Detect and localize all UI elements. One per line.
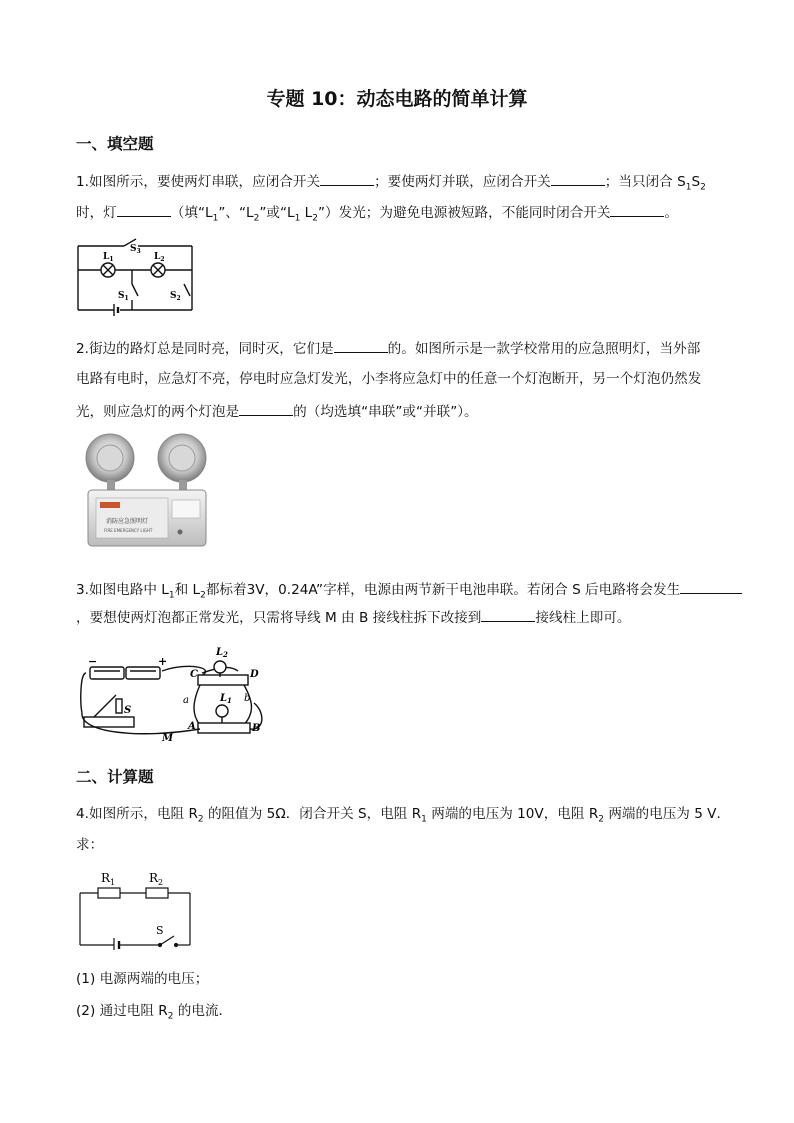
svg-text:L2: $L_2$ bbox=[216, 647, 228, 659]
page-title: 专题 10：动态电路的简单计算 bbox=[266, 88, 528, 110]
emergency-light-image bbox=[82, 428, 212, 553]
svg-text:D: D bbox=[250, 669, 259, 680]
question-3-line-2: ，要想使两灯泡都正常发光，只需将导线 M 由 B 接线柱拆下改接到 接线柱上即可。 bbox=[76, 607, 631, 628]
question-2-line-2: 电路有电时，应急灯不亮，停电时应急灯发光，小李将应急灯中的任意一个灯泡断开，另一个灯泡仍然发 bbox=[76, 371, 702, 387]
svg-text:L1: $L_1$ bbox=[103, 252, 114, 263]
question-2-line-1: 2.街边的路灯总是同时亮，同时灭，它们是 的。如图所示是一款学校常用的应急照明灯，当外部 bbox=[76, 338, 700, 359]
question-1-line-1: 1.如图所示，要使两灯串联，应闭合开关 ；要使两灯并联，应闭合开关 ；当只闭合 $S_1S_2$ bbox=[76, 171, 706, 198]
svg-text:S: S bbox=[124, 705, 132, 716]
svg-text:S3: $S_3$ bbox=[130, 244, 141, 255]
svg-text:S: S bbox=[156, 924, 164, 937]
question-4-line-1: 4.如图所示，电阻 $R_2$ 的阻值为 5Ω．闭合开关 S，电阻 $R_1$ 两端的电压为 10V，电阻 $R_2$ 两端的电压为 5 V． bbox=[76, 806, 731, 825]
svg-text:B: B bbox=[252, 723, 261, 734]
svg-text:+: + bbox=[158, 655, 168, 668]
svg-text:C: C bbox=[190, 669, 198, 680]
question-2-line-3: 光，则应急灯的两个灯泡是 的（均选填“串联”或“并联”）。 bbox=[76, 401, 478, 422]
answer-blank[interactable] bbox=[334, 338, 388, 353]
answer-blank[interactable] bbox=[239, 401, 293, 416]
answer-blank[interactable] bbox=[320, 171, 374, 186]
svg-text:b: b bbox=[244, 693, 251, 704]
question-3-line-1: 3.如图电路中 $L_1$和 $L_2$都标着3V，0.24A”字样，电源由两节新干电池串联。若闭合 S 后电路将会发生 bbox=[76, 579, 742, 606]
svg-text:−: − bbox=[88, 655, 98, 668]
figure-1-circuit bbox=[74, 236, 204, 316]
svg-text:S1: $S_1$ bbox=[118, 291, 129, 302]
svg-text:L1: $L_1$ bbox=[220, 693, 232, 705]
svg-text:M: M bbox=[162, 733, 174, 744]
answer-blank[interactable] bbox=[117, 202, 171, 217]
svg-text:R2: $R_2$ bbox=[149, 871, 164, 887]
section-heading-calc: 二、计算题 bbox=[76, 768, 154, 786]
svg-text:S2: $S_2$ bbox=[170, 291, 181, 302]
svg-text:R1: $R_1$ bbox=[101, 871, 116, 887]
svg-text:A: A bbox=[188, 721, 196, 732]
svg-text:a: a bbox=[183, 695, 189, 706]
question-1-line-2: 时，灯 （填“$L_1$”、“$L_2$”或“$L_1$ $L_2$”）发光；为避免电源被短路，不能同时闭合开关 。 bbox=[76, 202, 678, 229]
section-heading-fill: 一、填空题 bbox=[76, 135, 154, 153]
figure-3-physical-circuit bbox=[80, 643, 270, 745]
svg-text:消防应急照明灯: 消防应急照明灯 bbox=[106, 518, 149, 525]
figure-4-circuit bbox=[76, 866, 196, 950]
svg-text:FIRE EMERGENCY LIGHT: FIRE EMERGENCY LIGHT bbox=[104, 528, 153, 533]
question-4-sub-1: (1) 电源两端的电压； bbox=[76, 971, 209, 987]
answer-blank[interactable] bbox=[551, 171, 605, 186]
question-4-sub-2: (2) 通过电阻 $R_2$ 的电流． bbox=[76, 1003, 233, 1022]
answer-blank[interactable] bbox=[610, 202, 664, 217]
answer-blank[interactable] bbox=[481, 607, 535, 622]
answer-blank[interactable] bbox=[680, 579, 742, 594]
svg-text:L2: $L_2$ bbox=[154, 252, 165, 263]
question-4-line-2: 求： bbox=[76, 837, 104, 853]
